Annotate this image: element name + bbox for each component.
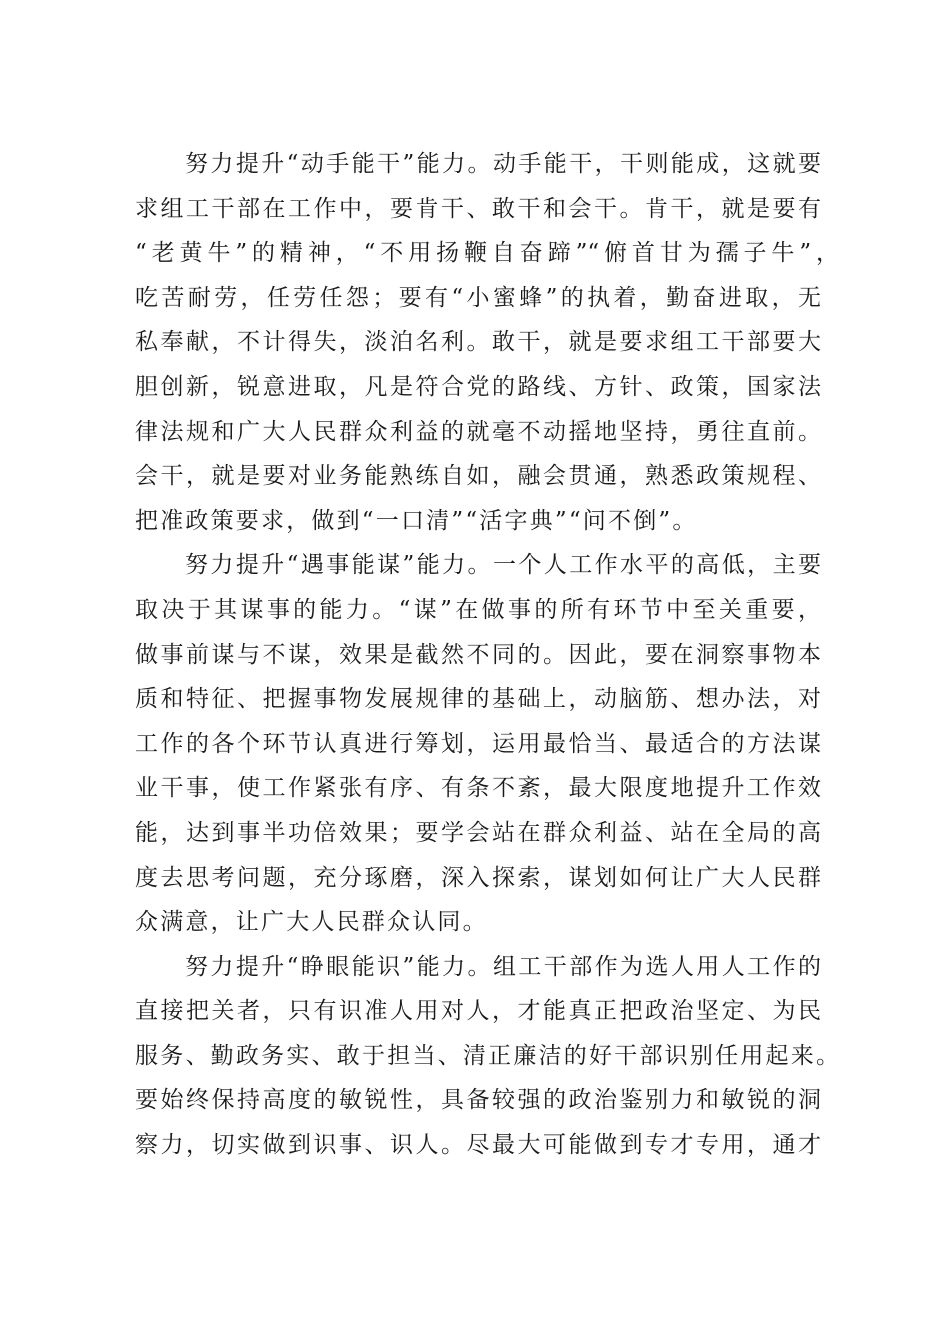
text-line: 律法规和广大人民群众利益的就毫不动摇地坚持，勇往直前。 bbox=[135, 418, 821, 445]
text-line: 取决于其谋事的能力。“谋”在做事的所有环节中至关重要， bbox=[135, 596, 821, 623]
text-line: 业干事，使工作紧张有序、有条不紊，最大限度地提升工作效 bbox=[135, 775, 821, 802]
text-line: 质和特征、把握事物发展规律的基础上，动脑筋、想办法，对 bbox=[135, 686, 821, 713]
text-line: 能，达到事半功倍效果；要学会站在群众利益、站在全局的高 bbox=[135, 819, 821, 846]
text-line: 察力，切实做到识事、识人。尽最大可能做到专才专用，通才 bbox=[135, 1132, 821, 1159]
text-line: 努力提升“遇事能谋”能力。一个人工作水平的高低，主要 bbox=[185, 552, 821, 579]
paragraph-planning-ability bbox=[135, 543, 821, 944]
text-line: 直接把关者，只有识准人用对人，才能真正把政治坚定、为民 bbox=[135, 998, 821, 1025]
text-line: 胆创新，锐意进取，凡是符合党的路线、方针、政策，国家法 bbox=[135, 373, 821, 400]
text-line: 努力提升“动手能干”能力。动手能干，干则能成，这就要 bbox=[185, 151, 821, 177]
text-line: 做事前谋与不谋，效果是截然不同的。因此，要在洞察事物本 bbox=[135, 641, 821, 668]
document-page bbox=[135, 142, 839, 1168]
text-line: 会干，就是要对业务能熟练自如，融会贯通，熟悉政策规程、 bbox=[135, 463, 821, 490]
text-line: 私奉献，不计得失，淡泊名利。敢干，就是要求组工干部要大 bbox=[135, 329, 821, 356]
text-line: 努力提升“睁眼能识”能力。组工干部作为选人用人工作的 bbox=[185, 953, 821, 980]
text-line: 把准政策要求，做到“一口清”“活字典”“问不倒”。 bbox=[135, 507, 698, 534]
paragraph-doing-ability bbox=[135, 142, 839, 543]
text-line: “老黄牛”的精神，“不用扬鞭自奋蹄”“俯首甘为孺子牛”， bbox=[135, 240, 839, 267]
text-line: 要始终保持高度的敏锐性，具备较强的政治鉴别力和敏锐的洞 bbox=[135, 1087, 821, 1114]
paragraph-recognition-ability bbox=[135, 945, 839, 1168]
text-line: 众满意，让广大人民群众认同。 bbox=[135, 909, 488, 936]
text-line: 服务、勤政务实、敢于担当、清正廉洁的好干部识别任用起来。 bbox=[135, 1042, 839, 1069]
text-line: 求组工干部在工作中，要肯干、敢干和会干。肯干，就是要有 bbox=[135, 195, 821, 222]
text-line: 吃苦耐劳，任劳任怨；要有“小蜜蜂”的执着，勤奋进取，无 bbox=[135, 284, 821, 311]
text-line: 工作的各个环节认真进行筹划，运用最恰当、最适合的方法谋 bbox=[135, 730, 821, 757]
text-line: 度去思考问题，充分琢磨，深入探索，谋划如何让广大人民群 bbox=[135, 864, 821, 891]
